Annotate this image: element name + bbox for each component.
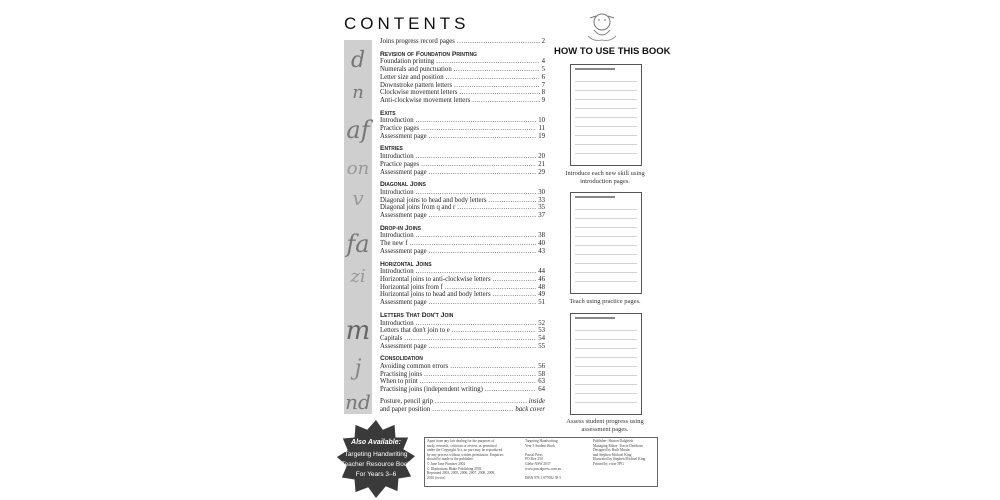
toc-entry-page: 40 [538, 240, 545, 248]
toc-entry [380, 66, 545, 74]
publisher-line: Publisher: Sharon Dalgleish [593, 439, 634, 443]
toc-entry-title: When to print [380, 378, 418, 386]
toc-entry-title: Introduction [380, 188, 414, 196]
publisher-line: Targeting Handwriting [525, 439, 558, 443]
toc-entry-title: Assessment page [380, 212, 427, 220]
toc-section-heading: Drop-in Joins [380, 224, 421, 232]
how-to-title: HOW TO USE THIS BOOK [554, 46, 671, 57]
toc-entry [380, 398, 545, 406]
badge-line-2: Targeting Handwriting [344, 451, 408, 458]
toc-section-heading: Horizontal Joins [380, 260, 432, 268]
toc-entry-title: Horizontal joins to anti-clockwise letters [380, 275, 491, 283]
toc-entry [380, 320, 545, 328]
publisher-line: Managing Editor: Tracie Dearborn [593, 443, 643, 448]
toc-entry-title: Assessment page [380, 168, 427, 176]
toc-entry-title: Introduction [380, 319, 414, 327]
toc-entry-title: Practice pages [380, 125, 420, 133]
toc-entry-page: 19 [538, 132, 545, 140]
publisher-line: Reprinted 2003, 2005, 2006, 2007, 2008, 2009, [427, 471, 496, 476]
toc-entry-page: 11 [538, 125, 545, 133]
toc-entry [380, 378, 545, 386]
publisher-line: 2010 (twice) [427, 475, 446, 480]
toc-entry-page: back cover [515, 405, 545, 413]
toc-entry [380, 197, 545, 205]
publisher-line: Designed by Ruth Martin [593, 448, 630, 453]
toc-section-heading: Exits [380, 109, 396, 117]
toc-entry [380, 291, 545, 299]
toc-entry-title: Posture, pencil grip [380, 397, 434, 405]
publisher-line: ISBN 978 1 877082 38 5 [525, 475, 562, 480]
page-title: CONTENTS [344, 14, 470, 33]
strip-letter: nd [345, 390, 371, 414]
toc-entry-page: 43 [538, 247, 545, 255]
toc-entry-title: The new f [380, 240, 408, 248]
practice-page-thumbnail [570, 192, 642, 294]
strip-letter: fa [346, 230, 370, 258]
toc-entry-title: Assessment page [380, 132, 427, 140]
toc-entry [380, 189, 545, 197]
toc-entry-title: Capitals [380, 334, 403, 342]
toc-entry-title: Introduction [380, 153, 414, 161]
toc-entry-page: 44 [538, 268, 545, 276]
toc-entry-page: 5 [541, 66, 545, 74]
toc-section-heading: Diagonal Joins [380, 181, 426, 189]
toc-entry [380, 58, 545, 66]
toc-entry-title: Practice pages [380, 160, 420, 168]
toc-entry-page: 56 [538, 363, 545, 371]
toc-entry-page: 51 [538, 299, 545, 307]
toc-entry-title: Horizontal joins to head and body letters [380, 291, 491, 299]
strip-letter: zi [350, 266, 366, 287]
toc-entry [380, 284, 545, 292]
toc-entry-page: 49 [538, 291, 545, 299]
toc-entry-page: inside [528, 397, 545, 405]
publisher-line: Pascal Press [525, 452, 543, 457]
toc-entry-page: 53 [538, 327, 545, 335]
toc-entry [380, 97, 545, 105]
toc-entry-title: Numerals and punctuation [380, 66, 452, 74]
toc-entry-title: Practising joins (independent writing) [380, 386, 483, 394]
toc-entry-title: Diagonal joins from q and r [380, 204, 456, 212]
toc-entry [380, 335, 545, 343]
toc-entry [380, 89, 545, 97]
publisher-line: Apart from any fair dealing for the purposes of [427, 439, 495, 443]
toc-entry [380, 406, 545, 414]
toc-entry-title: Practising joins [380, 370, 423, 378]
toc-entry [380, 268, 545, 276]
publisher-line: under the Copyright Act, no part may be reproduced [427, 448, 503, 453]
toc-entry [380, 240, 545, 248]
toc-entry [380, 169, 545, 177]
toc-entry [380, 212, 545, 220]
toc-entry [380, 299, 545, 307]
toc-entry-page: 6 [541, 73, 545, 81]
publisher-line: should be made to the publisher. [427, 457, 474, 462]
publisher-line: and Stephen Michael King [593, 452, 632, 457]
publisher-line: Printed by vivar TPG [593, 461, 624, 466]
toc-entry-page: 20 [538, 153, 545, 161]
toc-entry-title: Horizontal joins from f [380, 283, 443, 291]
strip-letter: n [352, 82, 364, 103]
copyright-notice [427, 439, 519, 480]
publisher-address [525, 439, 585, 480]
toc-entry-page: 30 [538, 188, 545, 196]
toc-entry-title: Foundation printing [380, 58, 435, 66]
toc-entry-title: Clockwise movement letters [380, 89, 458, 97]
toc-section-heading: Entries [380, 145, 403, 153]
toc-section-heading: Revision of Foundation Printing [380, 50, 477, 58]
publisher-line: Year 3 Student Book [525, 443, 555, 448]
toc-entry-page: 4 [541, 58, 545, 66]
toc-entry-title: Assessment page [380, 247, 427, 255]
strip-letter: m [345, 316, 371, 346]
publisher-line: by any process without written permission. Enquiries [427, 452, 504, 457]
handwriting-character-logo-icon [584, 10, 620, 44]
toc-entry-title: Joins progress record pages [380, 38, 455, 45]
toc-entry-page: 21 [538, 160, 545, 168]
caption-assessment: Assess student progress using assessment pages. [566, 418, 644, 433]
toc-entry-page: 35 [538, 204, 545, 212]
caption-introduction: Introduce each new skill using introduction pages. [565, 170, 645, 185]
toc-entry-page: 29 [538, 168, 545, 176]
toc-entry [380, 204, 545, 212]
badge-line-3: Teacher Resource Book [341, 461, 411, 468]
toc-entry-title: Introduction [380, 232, 414, 240]
strip-letter: af [346, 116, 370, 144]
publisher-line: www.pascalpress.com.au [525, 466, 562, 471]
publisher-line: Illustrated by Stephen Michael King [593, 457, 646, 462]
toc-entry [380, 125, 545, 133]
toc-entry [380, 248, 545, 256]
toc-entry [380, 327, 545, 335]
toc-entry [380, 343, 545, 351]
toc-entry-page: 64 [538, 386, 545, 394]
toc-entry-title: Downstroke pattern letters [380, 81, 453, 89]
toc-entry [380, 38, 545, 46]
toc-entry-title: Diagonal joins to head and body letters [380, 196, 487, 204]
toc-entry-title: Avoiding common errors [380, 363, 449, 371]
publisher-line: study, research, criticism or review, as permitted [427, 443, 497, 448]
toc-entry-page: 55 [538, 342, 545, 350]
strip-letter: on [346, 158, 370, 179]
toc-entry [380, 276, 545, 284]
toc-entry-page: 9 [541, 96, 545, 104]
toc-entry-title: Introduction [380, 117, 414, 125]
toc-entry [380, 386, 545, 394]
toc-entry-page: 48 [538, 283, 545, 291]
publisher-line: © Jane Jane Pinnizer 2002 [427, 461, 466, 466]
strip-letter: d [350, 48, 366, 73]
toc-entry-title: Assessment page [380, 342, 427, 350]
badge-line-4: For Years 3–6 [355, 471, 397, 478]
toc-entry-page: 7 [541, 81, 545, 89]
toc-entry-page: 10 [538, 117, 545, 125]
toc-entry-title: and paper position [380, 405, 431, 413]
toc-section-heading: Consolidation [380, 355, 423, 363]
toc-entry [380, 133, 545, 141]
toc-entry-page: 37 [538, 212, 545, 220]
toc-entry-page: 38 [538, 232, 545, 240]
toc-entry-title: Letters that don't join to e [380, 327, 450, 335]
toc-entry [380, 117, 545, 125]
toc-entry-page: 54 [538, 334, 545, 342]
strip-letter: v [352, 186, 364, 210]
toc-entry-page: 2 [541, 38, 545, 45]
badge-line-1: Also Available: [351, 439, 401, 446]
publisher-line: PO Box 250 [525, 457, 543, 462]
toc-entry [380, 153, 545, 161]
strip-letter: j [354, 356, 362, 381]
assessment-page-thumbnail [570, 313, 642, 415]
toc-entry-page: 33 [538, 196, 545, 204]
caption-practice: Teach using practice pages. [569, 298, 641, 305]
credits [593, 439, 655, 467]
toc-section-heading: Letters That Don't Join [380, 311, 454, 319]
toc-entry [380, 161, 545, 169]
toc-entry-title: Anti-clockwise movement letters [380, 96, 471, 104]
toc-entry-page: 58 [538, 370, 545, 378]
toc-entry-page: 52 [538, 319, 545, 327]
toc-entry-title: Introduction [380, 268, 414, 276]
handwriting-sample-strip [344, 40, 372, 414]
publisher-line: © Illustrations Blake Publishing 2002 [427, 466, 482, 471]
toc-entry [380, 74, 545, 82]
toc-entry-title: Letter size and position [380, 73, 444, 81]
toc-entry-page: 63 [538, 378, 545, 386]
toc-entry [380, 232, 545, 240]
introduction-page-thumbnail [570, 64, 642, 166]
toc-entry [380, 82, 545, 90]
toc-entry [380, 371, 545, 379]
table-of-contents [380, 38, 545, 413]
toc-entry [380, 363, 545, 371]
toc-entry-title: Assessment page [380, 299, 427, 307]
publisher-line: Glebe NSW 2037 [525, 461, 551, 466]
toc-entry-page: 8 [541, 89, 545, 97]
toc-entry-page: 46 [538, 275, 545, 283]
